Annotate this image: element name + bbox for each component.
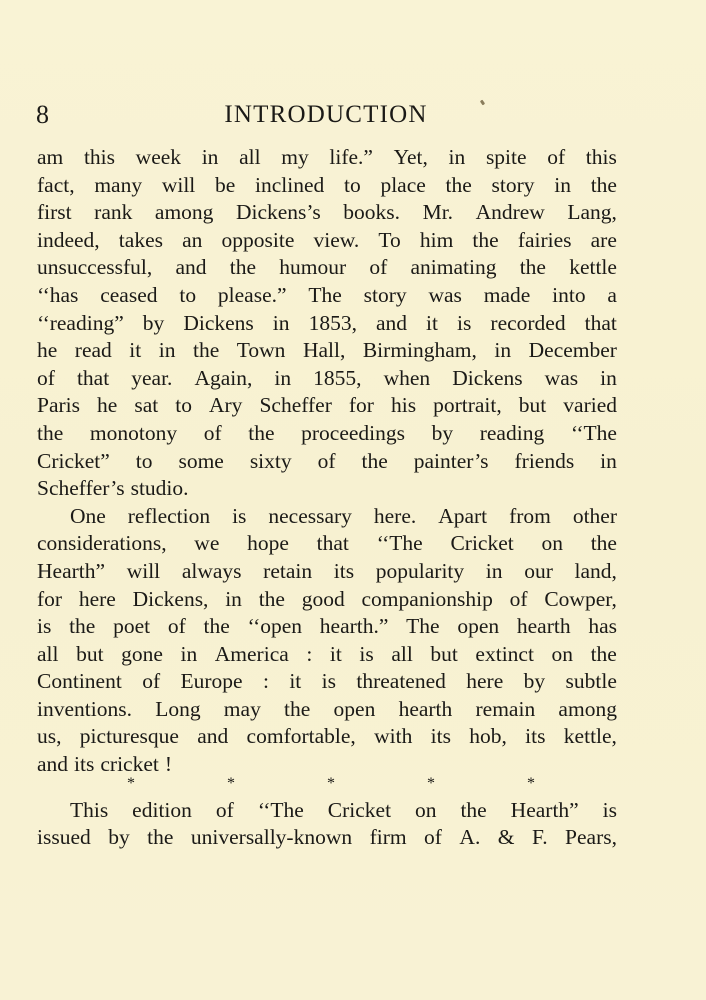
word: books. (343, 200, 401, 225)
word: Dickens, (132, 586, 209, 611)
word: when (383, 365, 431, 390)
word: may (223, 696, 261, 721)
word: hob, (469, 724, 507, 749)
word: but (518, 393, 547, 418)
word: with (374, 724, 413, 749)
word: in (494, 338, 512, 363)
word: Europe (180, 669, 243, 694)
text-line (37, 199, 617, 227)
word: it (289, 669, 302, 694)
word: by (142, 310, 165, 335)
word: & (497, 825, 515, 850)
word: land, (574, 558, 617, 583)
word: will (161, 172, 196, 197)
word: threatened (356, 669, 446, 694)
word: week (135, 145, 182, 169)
word: story (491, 172, 535, 197)
word: the (590, 641, 617, 666)
word: unsuccessful, (37, 255, 153, 280)
word: inventions. (37, 696, 132, 721)
word: read (74, 338, 112, 363)
word: him (419, 227, 454, 252)
word: edition (132, 797, 192, 822)
word: ‘‘open (247, 614, 303, 639)
word: the (445, 172, 472, 197)
word: some (178, 448, 224, 473)
word: kettle (569, 255, 617, 280)
word: hearth (516, 614, 571, 639)
text-line (37, 227, 617, 255)
word: be (214, 172, 236, 197)
word: was (428, 282, 462, 307)
text-line (37, 824, 617, 852)
word: : (306, 641, 313, 666)
page-number: 8 (36, 100, 49, 129)
page-header (36, 98, 616, 132)
text-line (37, 530, 617, 558)
word: cricket (100, 752, 159, 777)
word: here (78, 586, 116, 611)
text-line (37, 254, 617, 282)
word: that (584, 310, 617, 335)
word: Continent (37, 669, 122, 694)
word: monotony (89, 420, 178, 445)
word: Andrew (475, 200, 545, 225)
word: and (37, 752, 69, 777)
word: us, (37, 724, 62, 749)
word: hearth.” (319, 614, 389, 639)
word: the (361, 448, 388, 473)
word: this (585, 145, 617, 169)
word: made (483, 282, 531, 307)
word: ceased (100, 282, 158, 307)
word: in (180, 641, 198, 666)
paragraph (37, 144, 617, 503)
word: fact, (37, 172, 75, 197)
word: necessary (268, 503, 352, 528)
word: of (317, 448, 336, 473)
word: that (76, 365, 110, 390)
word: the (590, 172, 617, 197)
word: comfortable, (246, 724, 356, 749)
word: poet (113, 614, 151, 639)
word: and (175, 255, 207, 280)
word: year. (131, 365, 173, 390)
word: ‘‘The (257, 797, 304, 822)
word: my (281, 145, 309, 169)
text-line (37, 613, 617, 641)
word: To (378, 227, 401, 252)
word: extinct (475, 641, 534, 666)
paragraph (37, 797, 617, 852)
word: its (525, 724, 546, 749)
word: story (363, 282, 407, 307)
word: Long (155, 696, 201, 721)
text-line (37, 310, 617, 338)
word: painter’s (413, 448, 489, 473)
body-text (37, 144, 617, 852)
text-line (37, 144, 617, 172)
word: we (194, 531, 220, 556)
word: its (333, 558, 355, 583)
word: among (154, 200, 214, 225)
word: is (602, 797, 617, 822)
text-line (37, 282, 617, 310)
word: in (272, 310, 290, 335)
separator-asterisk: * (327, 774, 335, 792)
word: Dickens (183, 310, 254, 335)
word: varied (563, 393, 617, 418)
word: the (147, 825, 174, 850)
word: ‘‘The (570, 420, 617, 445)
word: is (232, 503, 247, 528)
word: friends (514, 448, 575, 473)
word: 1855, (313, 365, 362, 390)
word: in (158, 338, 176, 363)
word: among (558, 696, 617, 721)
word: Town (236, 338, 286, 363)
word: its (430, 724, 451, 749)
separator-asterisk: * (227, 774, 235, 792)
text-line (37, 503, 617, 531)
word: for (348, 393, 374, 418)
word: gone (121, 641, 163, 666)
text-line (37, 448, 617, 476)
word: ‘‘reading” (37, 310, 124, 335)
text-line (37, 337, 617, 365)
word: of (509, 586, 528, 611)
text-line (37, 723, 617, 751)
paragraph (37, 503, 617, 779)
word: animating (410, 255, 497, 280)
word: Hall, (302, 338, 346, 363)
word: opposite (221, 227, 295, 252)
word: Again, (194, 365, 253, 390)
word: please.” (217, 282, 287, 307)
word: Cricket (450, 531, 514, 556)
word: A. (459, 825, 481, 850)
word: from (509, 503, 551, 528)
word: all (391, 641, 413, 666)
word: it (129, 338, 142, 363)
word: the (519, 255, 546, 280)
word: he (97, 393, 118, 418)
word: recorded (490, 310, 566, 335)
word: ‘‘has (37, 282, 79, 307)
word: the (248, 420, 275, 445)
word: but (430, 641, 458, 666)
word: on (541, 531, 563, 556)
word: firm (369, 825, 407, 850)
running-head: INTRODUCTION (224, 101, 428, 128)
word: and (375, 310, 408, 335)
word: of (203, 420, 222, 445)
word: will (126, 558, 161, 583)
word: hearth (398, 696, 453, 721)
word: in (274, 365, 292, 390)
word: by (431, 420, 454, 445)
section-separator (37, 774, 617, 797)
word: place (380, 172, 426, 197)
word: in (201, 145, 219, 169)
word: proceedings (301, 420, 406, 445)
word: by (108, 825, 130, 850)
word: Cowper, (544, 586, 617, 611)
word: Paris (37, 393, 80, 418)
word: has (588, 614, 617, 639)
word: to (343, 172, 361, 197)
word: all (239, 145, 261, 169)
word: Lang, (567, 200, 617, 225)
word: always (181, 558, 242, 583)
word: in (448, 145, 466, 169)
word: the (203, 614, 230, 639)
word: in (600, 448, 617, 473)
word: of (215, 797, 234, 822)
word: is (37, 614, 52, 639)
word: are (590, 227, 617, 252)
word: the (37, 420, 64, 445)
word: of (167, 614, 186, 639)
word: humour (279, 255, 347, 280)
word: fairies (517, 227, 572, 252)
word: F. (531, 825, 548, 850)
word: the (590, 531, 617, 556)
word: the (472, 227, 499, 252)
word: Cricket (327, 797, 392, 822)
word: first (37, 200, 72, 225)
word: good (301, 586, 345, 611)
word: Hearth” (510, 797, 579, 822)
word: subtle (565, 669, 617, 694)
word: to (179, 282, 197, 307)
word: in (600, 365, 617, 390)
word: here. (373, 503, 417, 528)
word: ! (164, 752, 173, 777)
word: Yet, (393, 145, 428, 169)
word: kettle, (563, 724, 617, 749)
word: in (225, 586, 242, 611)
word: ‘‘The (376, 531, 423, 556)
word: is (359, 641, 374, 666)
word: Mr. (422, 200, 454, 225)
word: to (135, 448, 153, 473)
word: America (214, 641, 289, 666)
word: inclined (255, 172, 325, 197)
text-line (37, 641, 617, 669)
word: open (333, 696, 376, 721)
word: One (70, 503, 106, 528)
text-line (37, 475, 617, 503)
word: that (316, 531, 349, 556)
word: in (485, 558, 503, 583)
word: Cricket” (37, 448, 110, 473)
word: The (406, 614, 440, 639)
word: of (547, 145, 566, 169)
word: picturesque (79, 724, 179, 749)
word: reflection (127, 503, 211, 528)
word: 1853, (308, 310, 357, 335)
word: its (74, 752, 95, 777)
word: indeed, (37, 227, 100, 252)
word: am (37, 145, 64, 169)
word: life.” (329, 145, 373, 169)
separator-asterisk: * (427, 774, 435, 792)
word: other (572, 503, 617, 528)
word: was (544, 365, 579, 390)
text-line (37, 558, 617, 586)
word: of (369, 255, 388, 280)
word: on (415, 797, 437, 822)
word: hope (247, 531, 289, 556)
word: Dickens (452, 365, 523, 390)
word: is (457, 310, 472, 335)
word: all (37, 641, 59, 666)
word: of (37, 365, 55, 390)
word: is (321, 669, 336, 694)
word: the (229, 255, 257, 280)
word: but (76, 641, 104, 666)
text-line (37, 797, 617, 825)
word: here (466, 669, 504, 694)
word: universally-known (190, 825, 353, 850)
word: December (528, 338, 617, 363)
word: and (197, 724, 229, 749)
word: : (262, 669, 269, 694)
word: this (83, 145, 116, 169)
word: the (192, 338, 220, 363)
word: studio. (130, 476, 189, 501)
word: remain (475, 696, 536, 721)
word: considerations, (37, 531, 167, 556)
word: issued (37, 825, 91, 850)
word: to (175, 393, 192, 418)
word: reading (479, 420, 545, 445)
word: Scheffer’s (37, 476, 125, 501)
word: Ary (208, 393, 243, 418)
word: takes (118, 227, 163, 252)
word: sixty (249, 448, 292, 473)
word: This (70, 797, 109, 822)
word: our (524, 558, 553, 583)
word: he (37, 338, 58, 363)
word: spite (485, 145, 527, 169)
word: Apart (438, 503, 488, 528)
word: the (258, 586, 285, 611)
word: open (457, 614, 500, 639)
text-line (37, 172, 617, 200)
word: Birmingham, (362, 338, 477, 363)
word: the (284, 696, 311, 721)
word: into (552, 282, 586, 307)
word: view. (313, 227, 360, 252)
word: it (329, 641, 342, 666)
text-line (37, 586, 617, 614)
text-line (37, 392, 617, 420)
text-line (37, 696, 617, 724)
word: a (607, 282, 617, 307)
word: by (523, 669, 546, 694)
word: popularity (375, 558, 465, 583)
word: Pears, (565, 825, 617, 850)
word: an (182, 227, 203, 252)
word: companionship (361, 586, 493, 611)
text-line (37, 365, 617, 393)
word: rank (94, 200, 133, 225)
word: in (554, 172, 571, 197)
word: Hearth” (37, 558, 106, 583)
separator-asterisk: * (127, 774, 135, 792)
word: for (37, 586, 63, 611)
text-line (37, 420, 617, 448)
word: sat (134, 393, 159, 418)
word: of (424, 825, 442, 850)
word: his (390, 393, 417, 418)
word: of (142, 669, 161, 694)
text-line (37, 668, 617, 696)
word: portrait, (433, 393, 502, 418)
word: Scheffer (259, 393, 332, 418)
word: the (460, 797, 487, 822)
separator-asterisk: * (527, 774, 535, 792)
word: on (551, 641, 573, 666)
word: The (308, 282, 342, 307)
word: retain (263, 558, 313, 583)
word: Dickens’s (235, 200, 321, 225)
word: it (426, 310, 438, 335)
word: many (94, 172, 143, 197)
word: the (69, 614, 96, 639)
